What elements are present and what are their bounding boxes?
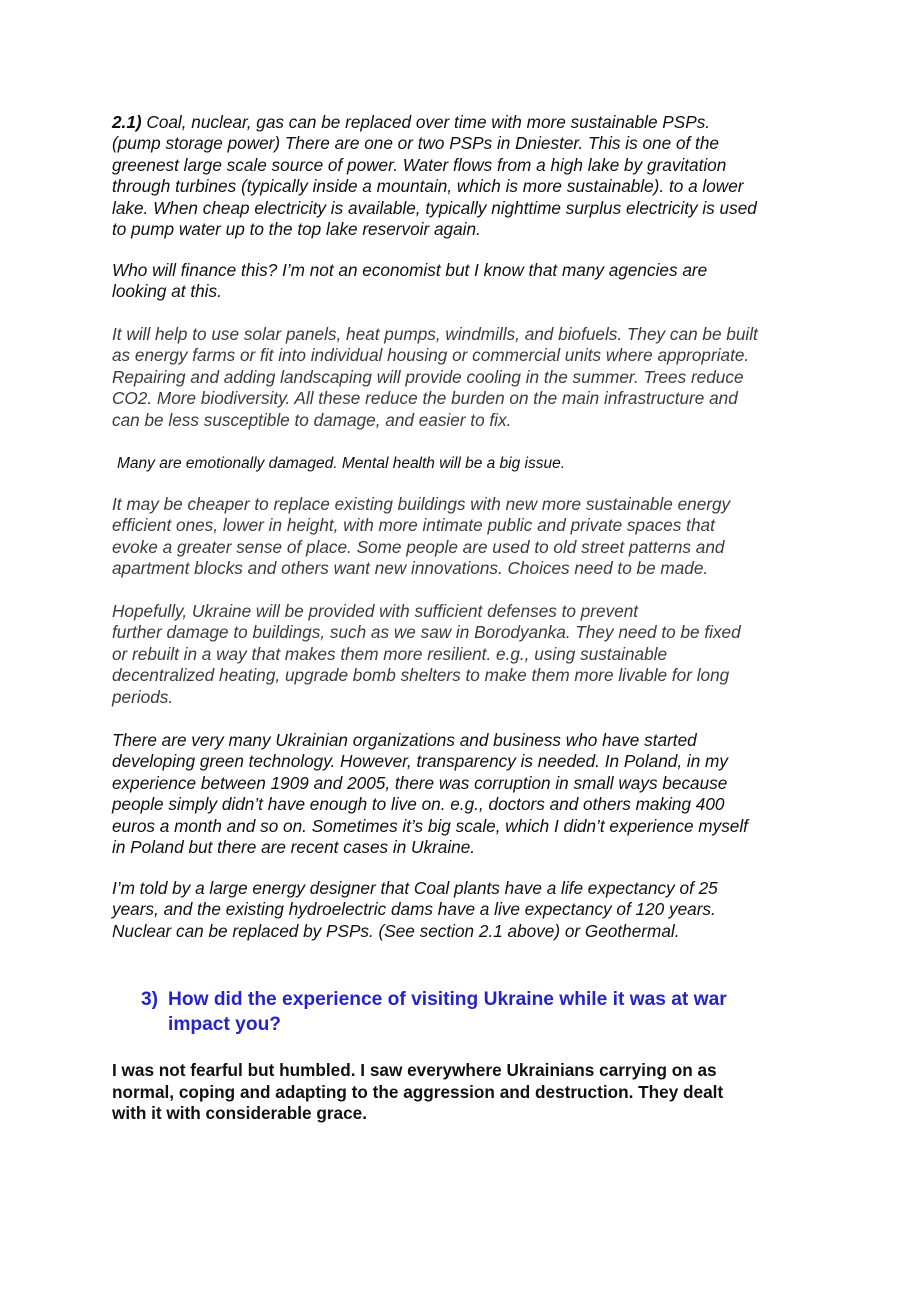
paragraph-line: Repairing and adding landscaping will provide cooling in the summer. Trees reduce xyxy=(112,366,744,387)
paragraph-line: developing green technology. However, transparency is needed. In Poland, in my xyxy=(112,751,728,772)
paragraph-line: euros a month and so on. Sometimes it’s big scale, which I didn’t experience myself xyxy=(112,815,748,836)
paragraph-line: to pump water up to the top lake reservoir again. xyxy=(112,219,481,240)
paragraph-line: or rebuilt in a way that makes them more resilient. e.g., using sustainable xyxy=(112,643,668,664)
paragraph-line: lake. When cheap electricity is available, typically nighttime surplus electricity is used xyxy=(112,197,757,218)
heading-text xyxy=(168,987,841,1037)
paragraph-line: Hopefully, Ukraine will be provided with sufficient defenses to prevent xyxy=(112,601,639,621)
section-heading xyxy=(141,987,841,1037)
paragraph-life-expectancy xyxy=(112,878,824,942)
section-number: 2.1) xyxy=(112,112,142,132)
paragraph-line: I’m told by a large energy designer that Coal plants have a life expectancy of 25 xyxy=(112,878,718,898)
paragraph-renewables xyxy=(112,324,824,431)
paragraph-line: Many are emotionally damaged. Mental health will be a big issue. xyxy=(117,455,566,472)
paragraph-mental-health xyxy=(117,453,565,474)
paragraph-line: as energy farms or fit into individual housing or commercial units where appropriate. xyxy=(112,345,750,366)
paragraph-line: greenest large scale source of power. Water flows from a high lake by gravitation xyxy=(112,154,727,175)
heading-line: How did the experience of visiting Ukraine while it was at war xyxy=(168,989,727,1010)
paragraph-line: in Poland but there are recent cases in Ukraine. xyxy=(112,837,476,858)
paragraph-line: through turbines (typically inside a mountain, which is more sustainable). to a lower xyxy=(112,176,744,197)
paragraph-line: efficient ones, lower in height, with more intimate public and private spaces that xyxy=(112,515,715,536)
paragraph-line: apartment blocks and others want new innovations. Choices need to be made. xyxy=(112,558,709,579)
paragraph-line: experience between 1909 and 2005, there was corruption in small ways because xyxy=(112,772,728,793)
paragraph-line: decentralized heating, upgrade bomb shelters to make them more livable for long xyxy=(112,665,730,686)
heading-line: impact you? xyxy=(168,1014,282,1035)
paragraph-line: Who will finance this? I’m not an economist but I know that many agencies are xyxy=(112,260,708,280)
paragraph-line: Nuclear can be replaced by PSPs. (See section 2.1 above) or Geothermal. xyxy=(112,920,680,941)
paragraph-line: further damage to buildings, such as we saw in Borodyanka. They need to be fixed xyxy=(112,622,741,643)
paragraph-line: CO2. More biodiversity. All these reduce the burden on the main infrastructure and xyxy=(112,388,738,409)
answer-paragraph xyxy=(112,1060,824,1125)
paragraph-line: It may be cheaper to replace existing buildings with new more sustainable energy xyxy=(112,494,731,514)
paragraph-line: 2.1) Coal, nuclear, gas can be replaced over time with more sustainable PSPs. xyxy=(112,112,711,132)
answer-line: with it with considerable grace. xyxy=(112,1103,368,1123)
paragraph-finance xyxy=(112,260,824,303)
answer-line: I was not fearful but humbled. I saw everywhere Ukrainians carrying on as xyxy=(112,1060,717,1080)
paragraph-defenses xyxy=(112,601,824,708)
paragraph-buildings xyxy=(112,494,824,580)
paragraph-line: people simply didn’t have enough to live on. e.g., doctors and others making 400 xyxy=(112,794,725,815)
paragraph-line: evoke a greater sense of place. Some people are used to old street patterns and xyxy=(112,536,725,557)
paragraph-line: There are very many Ukrainian organizations and business who have started xyxy=(112,730,697,750)
paragraph-line: (pump storage power) There are one or two PSPs in Dniester. This is one of the xyxy=(112,133,719,154)
paragraph-green-technology xyxy=(112,730,824,858)
paragraph-line: looking at this. xyxy=(112,281,222,302)
paragraph-line: can be less susceptible to damage, and easier to fix. xyxy=(112,409,512,430)
answer-line: normal, coping and adapting to the aggression and destruction. They dealt xyxy=(112,1081,724,1102)
paragraph-pump-storage xyxy=(112,112,824,240)
paragraph-line: periods. xyxy=(112,686,174,707)
heading-number: 3) xyxy=(141,989,159,1010)
paragraph-line: It will help to use solar panels, heat pumps, windmills, and biofuels. They can be built xyxy=(112,324,758,344)
paragraph-line: years, and the existing hydroelectric dams have a live expectancy of 120 years. xyxy=(112,899,716,920)
